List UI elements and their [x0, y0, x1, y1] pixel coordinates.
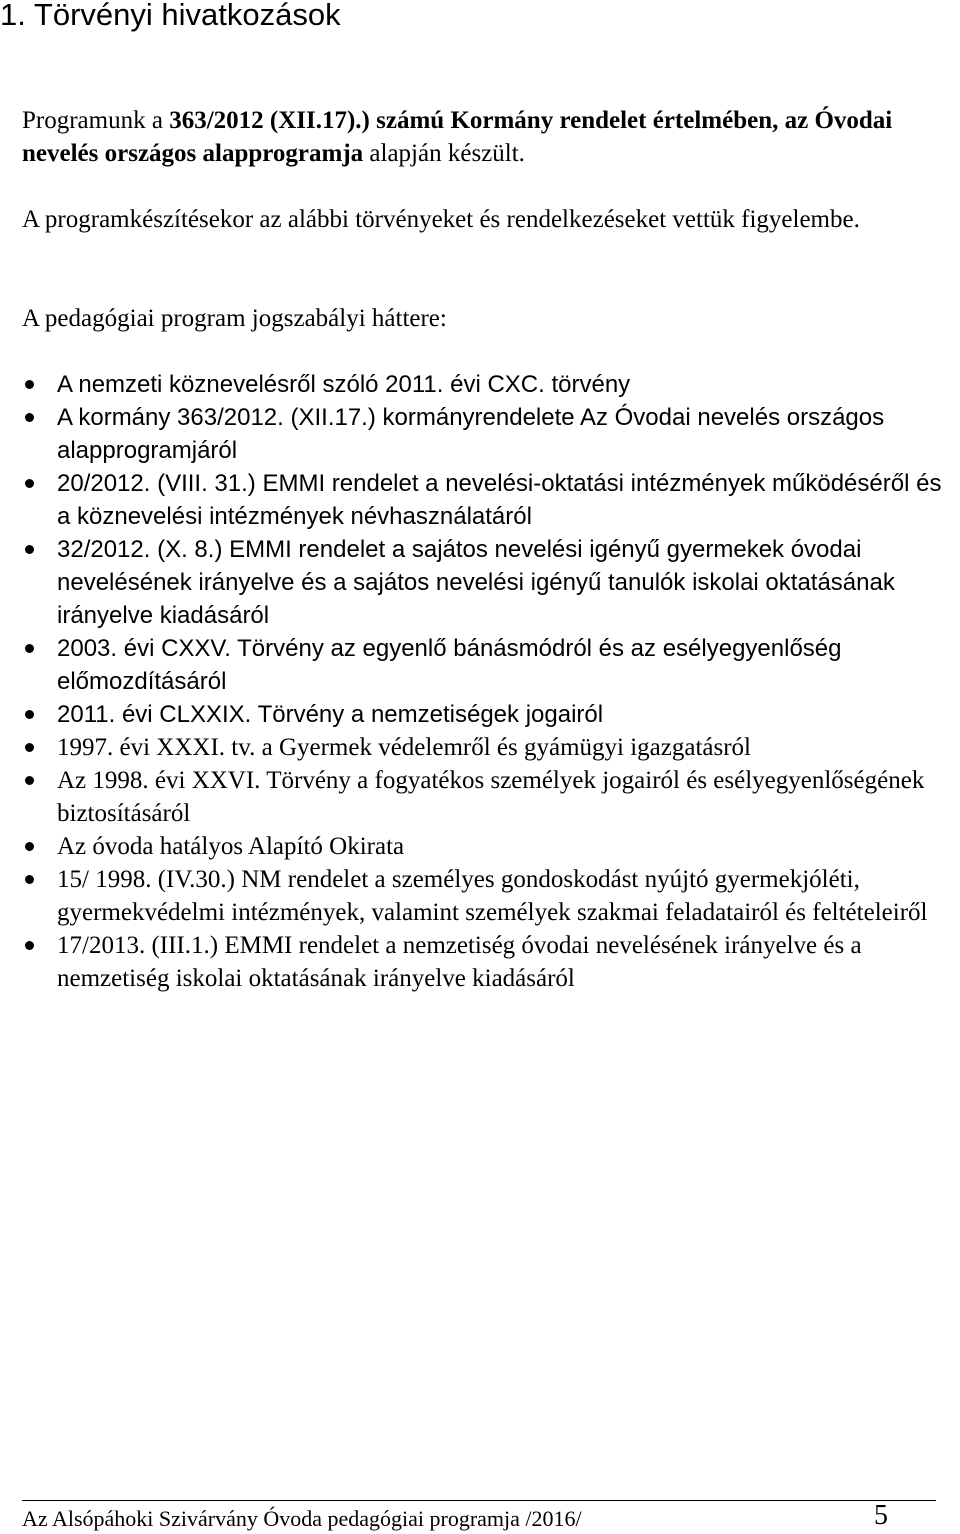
bullet-icon: [25, 545, 34, 554]
law-text: A nemzeti köznevelésről szóló 2011. évi CXC. törvény: [57, 371, 631, 398]
page-number: 5: [874, 1500, 888, 1531]
law-list-item: [0, 830, 960, 863]
law-list-item: [0, 764, 960, 830]
law-text: 17/2013. (III.1.) EMMI rendelet a nemzetiség óvodai nevelésének irányelve és a nemzetiség iskolai oktatásának irányelve kiadásáról: [57, 932, 862, 992]
law-text: 2003. évi CXXV. Törvény az egyenlő bánásmódról és az esélyegyenlőség előmozdításáról: [57, 635, 842, 695]
law-text: 20/2012. (VIII. 31.) EMMI rendelet a nevelési-oktatási intézmények működéséről és a köznevelési intézmények névhasználatáról: [57, 470, 942, 530]
law-list-item: [0, 698, 960, 731]
law-list-item: [0, 368, 960, 401]
intro-text-start: Programunk a: [22, 107, 170, 134]
intro-paragraph: [22, 104, 942, 170]
footer-divider: [22, 1500, 936, 1501]
law-text: Az 1998. évi XXVI. Törvény a fogyatékos személyek jogairól és esélyegyenlőségének biztosításáról: [57, 767, 925, 827]
intro-decree-bold: 363/2012 (XII.17).) számú Kormány rendelet értelmében, az Óvodai nevelés országos alapprogramja: [22, 107, 893, 167]
bullet-icon: [25, 875, 34, 884]
law-list-item: [0, 929, 960, 995]
legal-background-subheading: A pedagógiai program jogszabályi háttere:: [22, 305, 447, 332]
law-text: 1997. évi XXXI. tv. a Gyermek védelemről és gyámügyi igazgatásról: [57, 734, 752, 761]
law-text: A kormány 363/2012. (XII.17.) kormányrendelete Az Óvodai nevelés országos alapprogramjáról: [57, 404, 885, 464]
law-list-item: [0, 863, 960, 929]
bullet-icon: [25, 743, 34, 752]
law-text: 32/2012. (X. 8.) EMMI rendelet a sajátos nevelési igényű gyermekek óvodai nevelésének irányelve és a sajátos nevelési igényű tanulók iskolai oktatásának irányelve kiadásáról: [57, 536, 895, 629]
footer-title: Az Alsópáhoki Szivárvány Óvoda pedagógiai programja /2016/: [22, 1506, 582, 1531]
bullet-icon: [25, 479, 34, 488]
bullet-icon: [25, 413, 34, 422]
law-list-item: [0, 632, 960, 698]
bullet-icon: [25, 842, 34, 851]
intro-text-end: alapján készült.: [363, 140, 525, 167]
bullet-icon: [25, 941, 34, 950]
law-text: 15/ 1998. (IV.30.) NM rendelet a személyes gondoskodást nyújtó gyermekjóléti, gyermekvédelmi intézmények, valamint személyek szakmai feladatairól és feltételeiről: [57, 866, 928, 926]
section-heading: 1. Törvényi hivatkozások: [0, 0, 341, 32]
law-text: 2011. évi CLXXIX. Törvény a nemzetiségek jogairól: [57, 701, 604, 728]
law-text: Az óvoda hatályos Alapító Okirata: [57, 833, 405, 860]
law-list-item: [0, 401, 960, 467]
bullet-icon: [25, 776, 34, 785]
consideration-paragraph: A programkészítésekor az alábbi törvényeket és rendelkezéseket vettük figyelembe.: [22, 206, 860, 233]
law-list: [0, 368, 960, 995]
law-list-item: [0, 533, 960, 632]
law-list-item: [0, 467, 960, 533]
bullet-icon: [25, 380, 34, 389]
law-list-item: [0, 731, 960, 764]
bullet-icon: [25, 644, 34, 653]
bullet-icon: [25, 710, 34, 719]
